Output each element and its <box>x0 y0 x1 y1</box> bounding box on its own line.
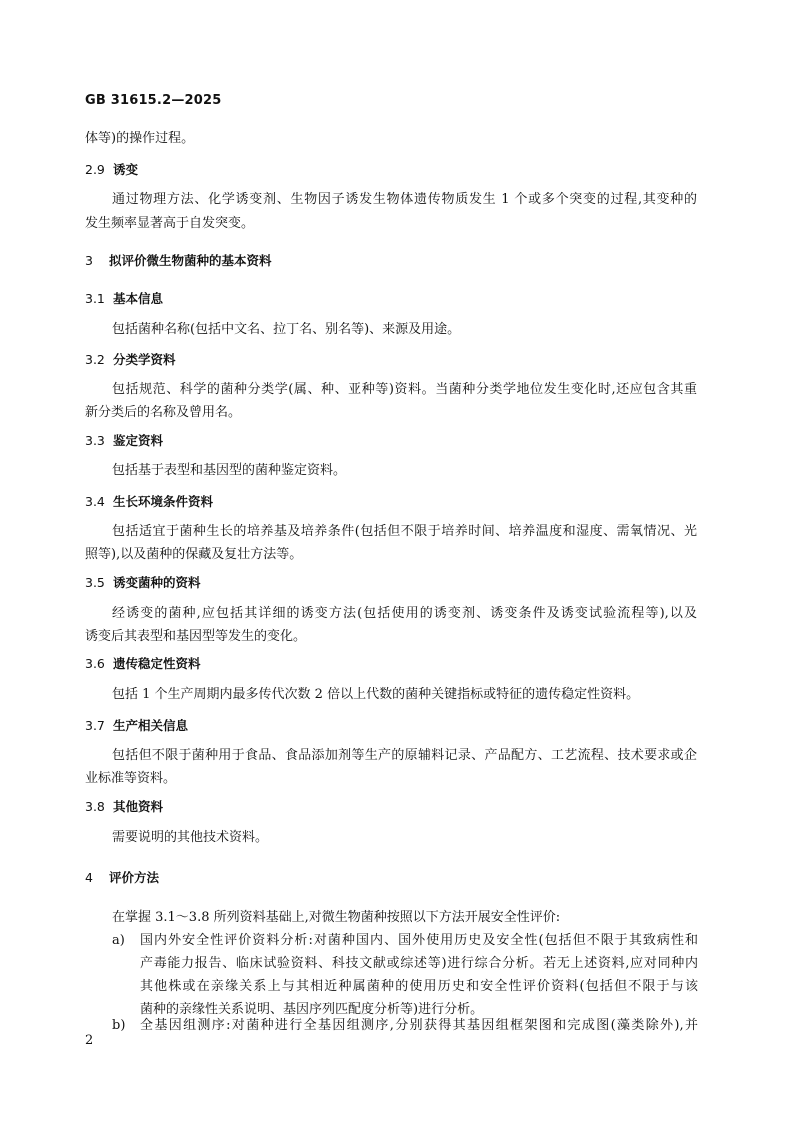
section-title: 遗传稳定性资料 <box>113 656 201 671</box>
section-title: 分类学资料 <box>113 352 176 367</box>
section-heading-3-4 <box>85 490 213 514</box>
paragraph-line: 通过物理方法、化学诱变剂、生物因子诱发生物体遗传物质发生 1 个或多个突变的过程,其变种的 <box>112 192 697 207</box>
paragraph-line: 在掌握 3.1～3.8 所列资料基础上,对微生物菌种按照以下方法开展安全性评价: <box>112 910 561 925</box>
list-item-line: 国内外安全性评价资料分析:对菌种国内、国外使用历史及安全性(包括但不限于其致病性和 <box>140 933 698 948</box>
list-item-line: 全基因组测序:对菌种进行全基因组测序,分别获得其基因组框架图和完成图(藻类除外),并 <box>140 1018 698 1033</box>
paragraph-line: 包括 1 个生产周期内最多传代次数 2 倍以上代数的菌种关键指标或特征的遗传稳定性资料。 <box>112 687 640 702</box>
section-title: 鉴定资料 <box>113 433 164 448</box>
section-title: 诱变菌种的资料 <box>113 575 201 590</box>
section-number: 3.4 <box>85 494 105 509</box>
section-number: 4 <box>85 870 93 885</box>
paragraph-line: 新分类后的名称及曾用名。 <box>85 405 242 420</box>
paragraph-line: 诱变后其表型和基因型等发生的变化。 <box>85 629 307 644</box>
section-title: 拟评价微生物菌种的基本资料 <box>109 253 272 268</box>
section-heading-3-1 <box>85 287 163 311</box>
section-heading-3-2 <box>85 348 176 372</box>
section-number: 3.2 <box>85 352 105 367</box>
section-title: 生产相关信息 <box>113 718 189 733</box>
paragraph-line: 经诱变的菌种,应包括其详细的诱变方法(包括使用的诱变剂、诱变条件及诱变试验流程等),以及 <box>112 606 697 621</box>
section-heading-2-9 <box>85 158 138 182</box>
paragraph-line: 包括适宜于菌种生长的培养基及培养条件(包括但不限于培养时间、培养温度和湿度、需氧情况、光 <box>112 524 697 539</box>
list-item-line: 菌种的亲缘性关系说明、基因序列匹配度分析等)进行分析。 <box>140 1002 484 1017</box>
section-number: 3 <box>85 253 93 268</box>
section-title: 基本信息 <box>113 291 164 306</box>
paragraph-line: 业标准等资料。 <box>85 771 177 786</box>
section-title: 其他资料 <box>113 799 164 814</box>
section-number: 3.3 <box>85 433 105 448</box>
page-number: 2 <box>85 1033 94 1048</box>
list-item-marker: b) <box>112 1018 126 1033</box>
section-heading-3-8 <box>85 795 163 819</box>
section-number: 3.8 <box>85 799 105 814</box>
section-heading-3-6 <box>85 652 201 676</box>
paragraph-line: 包括基于表型和基因型的菌种鉴定资料。 <box>112 463 347 478</box>
section-heading-4 <box>85 866 159 890</box>
paragraph-line: 包括但不限于菌种用于食品、食品添加剂等生产的原辅料记录、产品配方、工艺流程、技术要求或企 <box>112 748 697 763</box>
section-number: 3.6 <box>85 656 105 671</box>
continued-text: 体等)的操作过程。 <box>85 131 195 146</box>
section-number: 2.9 <box>85 162 105 177</box>
paragraph-line: 包括规范、科学的菌种分类学(属、种、亚种等)资料。当菌种分类学地位发生变化时,还应包含其重 <box>112 382 697 397</box>
section-number: 3.1 <box>85 291 105 306</box>
paragraph-line: 照等),以及菌种的保藏及复壮方法等。 <box>85 547 303 562</box>
section-heading-3-3 <box>85 429 163 453</box>
section-number: 3.7 <box>85 718 105 733</box>
section-heading-3-5 <box>85 571 201 595</box>
list-item-line: 产毒能力报告、临床试验资料、科技文献或综述等)进行综合分析。若无上述资料,应对同种内 <box>140 956 698 971</box>
section-title: 诱变 <box>113 162 139 177</box>
section-heading-3-7 <box>85 714 188 738</box>
paragraph-line: 发生频率显著高于自发突变。 <box>85 216 255 231</box>
paragraph-line: 需要说明的其他技术资料。 <box>112 830 269 845</box>
section-title: 评价方法 <box>109 870 160 885</box>
section-title: 生长环境条件资料 <box>113 494 214 509</box>
list-item-marker: a) <box>112 933 125 948</box>
standard-number: GB 31615.2—2025 <box>85 93 222 108</box>
section-number: 3.5 <box>85 575 105 590</box>
paragraph-line: 包括菌种名称(包括中文名、拉丁名、别名等)、来源及用途。 <box>112 322 461 337</box>
list-item-line: 其他株或在亲缘关系上与其相近种属菌种的使用历史和安全性评价资料(包括但不限于与该 <box>140 979 698 994</box>
section-heading-3 <box>85 249 272 273</box>
